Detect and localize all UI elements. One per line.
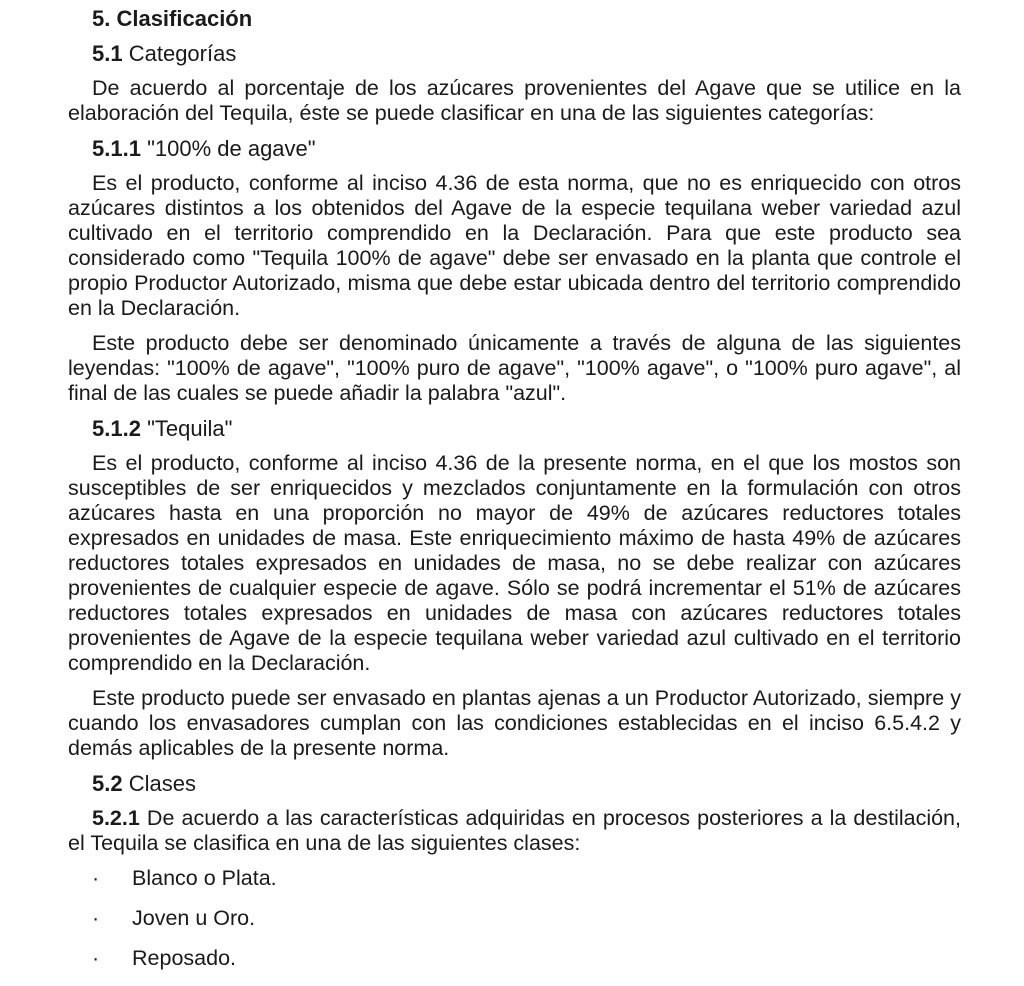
classes-list [68, 866, 961, 971]
section-5-1-title: Categorías [128, 41, 237, 66]
section-5-1-number: 5.1 [92, 41, 123, 66]
section-5-1-1-paragraph-1: Es el producto, conforme al inciso 4.36 de esta norma, que no es enriquecido con otros azúcares distintos a los obtenidos del Agave de la especie tequilana weber variedad azul cultivado en el territorio comprendido en la Declaración. Para que este producto sea considerado como "Tequila 100% de agave" debe ser envasado en la planta que controle el propio Productor Autorizado, misma que debe estar ubicada dentro del territorio comprendido en la Declaración. [68, 171, 961, 320]
bullet-icon: · [92, 946, 100, 970]
section-5-1-2-heading [92, 416, 961, 441]
list-item [68, 946, 961, 971]
list-item [68, 866, 961, 891]
section-5-1-1-heading [92, 136, 961, 161]
section-5-2-1-paragraph [68, 806, 961, 856]
list-item [68, 906, 961, 931]
bullet-icon: · [92, 866, 100, 890]
section-5-2-heading [92, 771, 961, 796]
section-5-2-title: Clases [128, 771, 196, 796]
document-page [68, 6, 961, 986]
list-item-text: Reposado. [132, 946, 236, 970]
section-5-1-2-title: "Tequila" [147, 416, 233, 441]
section-5-1-1-title: "100% de agave" [147, 136, 316, 161]
list-item-text: Blanco o Plata. [132, 866, 277, 890]
section-5-1-intro: De acuerdo al porcentaje de los azúcares provenientes del Agave que se utilice en la elaboración del Tequila, éste se puede clasificar en una de las siguientes categorías: [68, 76, 961, 125]
section-5-1-2-number: 5.1.2 [92, 416, 141, 441]
section-5-2-1-number: 5.2.1 [92, 806, 140, 830]
section-5-1-heading [92, 41, 961, 66]
section-5-heading: 5. Clasificación [92, 6, 253, 31]
section-5-1-2-paragraph-1: Es el producto, conforme al inciso 4.36 de la presente norma, en el que los mostos son susceptibles de ser enriquecidos y mezclados conjuntamente en la formulación con otros azúcares hasta en una proporción no mayor de 49% de azúcares reductores totales expresados en unidades de masa. Este enriquecimiento máximo de hasta 49% de azúcares reductores totales expresados en unidades de masa, no se debe realizar con azúcares provenientes de cualquier especie de agave. Sólo se podrá incrementar el 51% de azúcares reductores totales expresados en unidades de masa con azúcares reductores totales provenientes de Agave de la especie tequilana weber variedad azul cultivado en el territorio comprendido en la Declaración. [68, 451, 961, 675]
section-5-1-2-paragraph-2: Este producto puede ser envasado en plantas ajenas a un Productor Autorizado, siempre y cuando los envasadores cumplan con las condiciones establecidas en el inciso 6.5.4.2 y demás aplicables de la presente norma. [68, 686, 961, 760]
bullet-icon: · [92, 906, 100, 930]
list-item-text: Joven u Oro. [132, 906, 256, 930]
section-5-2-number: 5.2 [92, 771, 123, 796]
section-5-1-1-number: 5.1.1 [92, 136, 141, 161]
section-5-2-1-text: De acuerdo a las características adquiridas en procesos posteriores a la destilación, el Tequila se clasifica en una de las siguientes clases: [68, 806, 961, 855]
section-5-1-1-paragraph-2: Este producto debe ser denominado únicamente a través de alguna de las siguientes leyendas: "100% de agave", "100% puro de agave", "100% agave", o "100% puro agave", al final de las cuales se puede añadir la palabra "azul". [68, 331, 961, 405]
